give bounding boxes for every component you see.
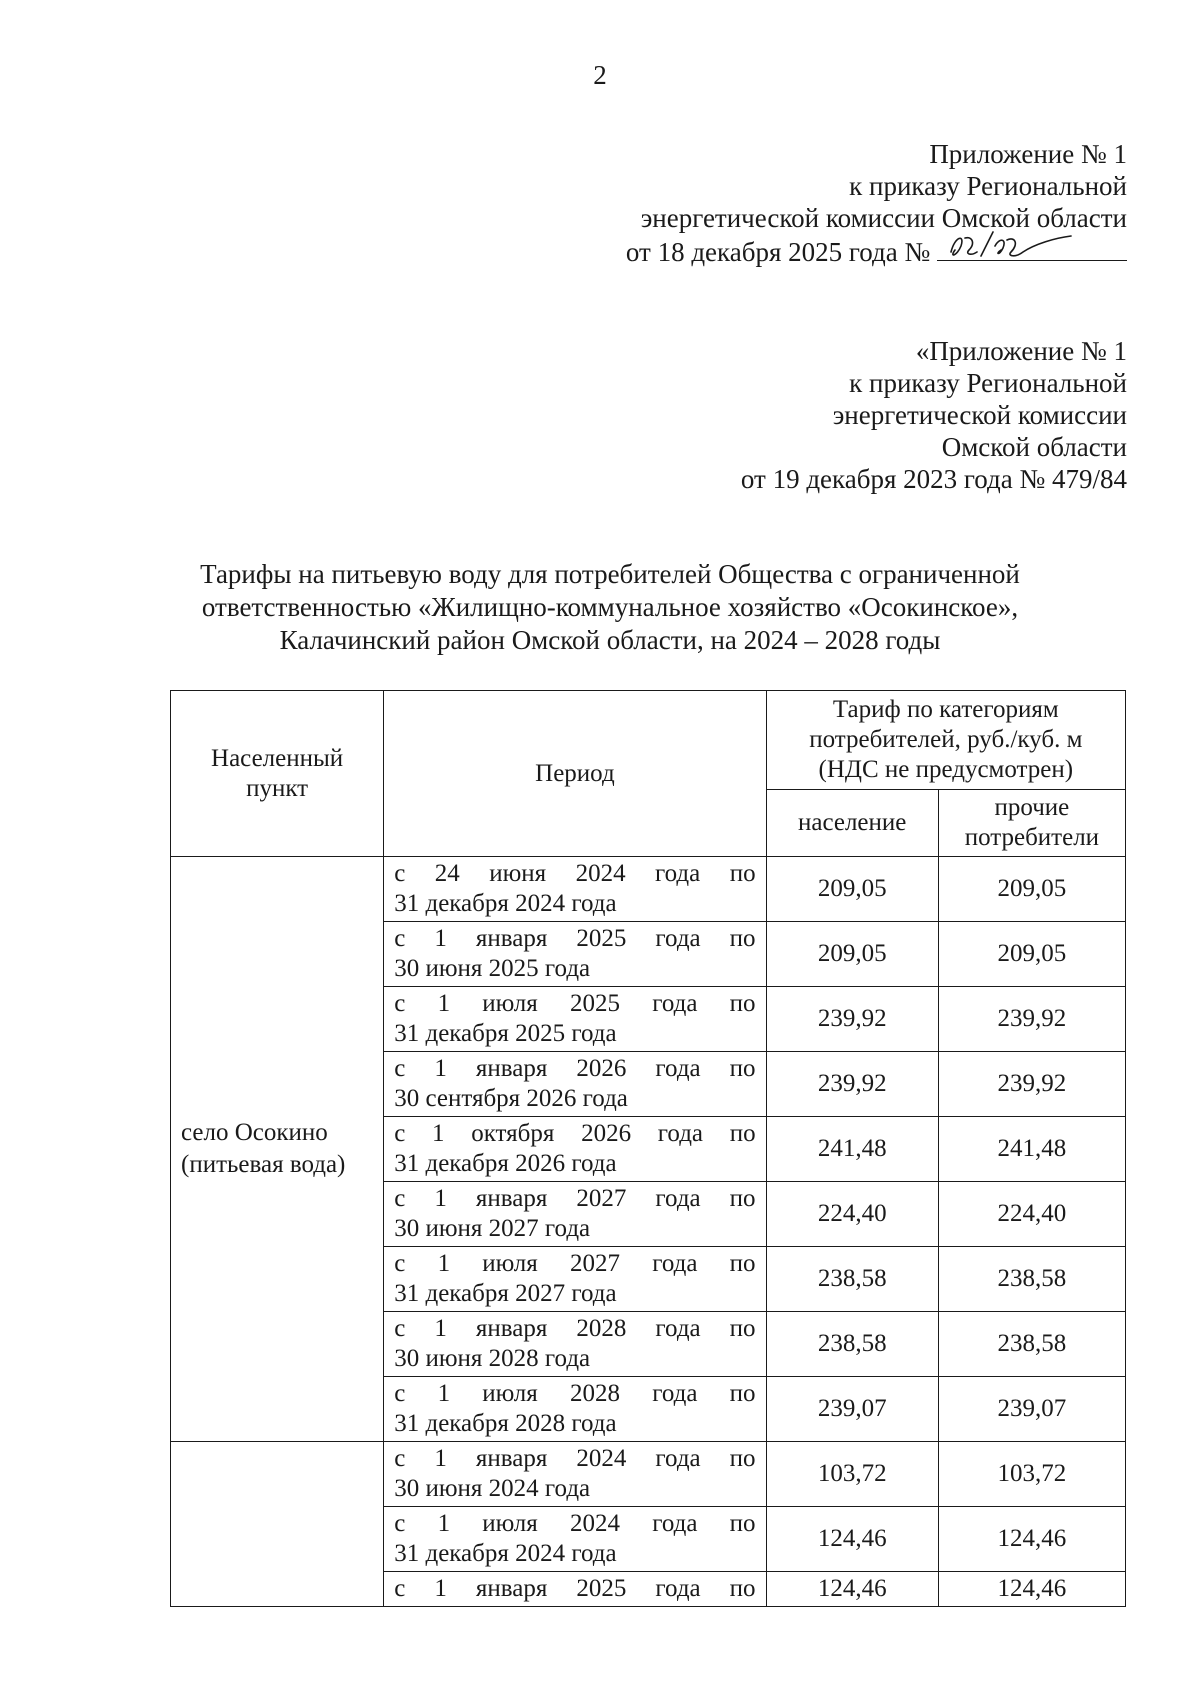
period-word: по bbox=[729, 860, 756, 887]
period-word: июля bbox=[482, 1380, 538, 1407]
header-tariff bbox=[766, 691, 1125, 790]
tariff-other-consumers: 124,46 bbox=[938, 1507, 1125, 1572]
period-word: января bbox=[475, 925, 548, 952]
attachment-order-line bbox=[626, 234, 1127, 268]
attachment-line: к приказу Региональной bbox=[849, 368, 1127, 398]
period-end: 31 декабря 2027 года bbox=[394, 1280, 617, 1307]
period-word: 2025 bbox=[569, 990, 620, 1017]
period-word: октября bbox=[471, 1120, 555, 1147]
tariff-other-consumers: 209,05 bbox=[938, 857, 1125, 922]
tariff-population: 239,92 bbox=[766, 987, 938, 1052]
period-word: года bbox=[655, 1185, 701, 1212]
period-word: с bbox=[394, 1120, 406, 1147]
period-word: 1 bbox=[432, 1120, 445, 1147]
tariff-population: 239,92 bbox=[766, 1052, 938, 1117]
period-word: 2025 bbox=[576, 1575, 627, 1602]
period-end: 30 июня 2025 года bbox=[394, 955, 591, 982]
period-start bbox=[394, 859, 755, 889]
period-word: 1 bbox=[437, 1380, 451, 1407]
tariff-other-consumers: 124,46 bbox=[938, 1572, 1125, 1607]
tariff-population: 238,58 bbox=[766, 1312, 938, 1377]
period-cell bbox=[384, 1572, 766, 1607]
header-text: потребители bbox=[964, 824, 1100, 851]
attachment-header-new bbox=[626, 138, 1127, 268]
period-cell bbox=[384, 922, 766, 987]
period-word: с bbox=[394, 1575, 406, 1602]
period-word: года bbox=[657, 1120, 704, 1147]
period-start bbox=[394, 924, 755, 954]
tariff-population: 239,07 bbox=[766, 1377, 938, 1442]
period-word: 1 bbox=[434, 1575, 447, 1602]
period-end: 30 июня 2024 года bbox=[394, 1475, 591, 1502]
period-start bbox=[394, 1119, 755, 1149]
tariff-other-consumers: 238,58 bbox=[938, 1312, 1125, 1377]
period-word: 1 bbox=[434, 1185, 447, 1212]
period-start bbox=[394, 989, 755, 1019]
table-row bbox=[171, 857, 1126, 922]
period-word: 2025 bbox=[576, 925, 627, 952]
period-end: 31 декабря 2024 года bbox=[394, 890, 617, 917]
period-start bbox=[394, 1379, 755, 1409]
period-word: с bbox=[394, 990, 406, 1017]
tariff-other-consumers: 209,05 bbox=[938, 922, 1125, 987]
tariff-population: 124,46 bbox=[766, 1507, 938, 1572]
attachment-line: энергетической комиссии Омской области bbox=[640, 203, 1127, 233]
table-row bbox=[171, 1442, 1126, 1507]
attachment-header-old bbox=[741, 335, 1127, 495]
period-word: 24 bbox=[434, 860, 460, 887]
tariff-population: 124,46 bbox=[766, 1572, 938, 1607]
tariff-other-consumers: 238,58 bbox=[938, 1247, 1125, 1312]
period-word: по bbox=[729, 990, 756, 1017]
period-word: 2028 bbox=[569, 1380, 620, 1407]
period-start bbox=[394, 1184, 755, 1214]
tariff-other-consumers: 103,72 bbox=[938, 1442, 1125, 1507]
period-word: по bbox=[729, 1315, 756, 1342]
tariff-population: 238,58 bbox=[766, 1247, 938, 1312]
period-word: января bbox=[475, 1055, 548, 1082]
period-word: июля bbox=[482, 1250, 538, 1277]
period-word: года bbox=[652, 990, 698, 1017]
settlement-name: село Осокино bbox=[181, 1119, 328, 1146]
period-word: июня bbox=[489, 860, 547, 887]
period-start bbox=[394, 1054, 755, 1084]
header-population: население bbox=[766, 790, 938, 857]
period-word: по bbox=[729, 1055, 756, 1082]
period-word: 1 bbox=[434, 1445, 447, 1472]
header-text: Населенный bbox=[211, 744, 344, 772]
period-cell bbox=[384, 1312, 766, 1377]
period-word: 1 bbox=[434, 1055, 447, 1082]
header-text: (НДС не предусмотрен) bbox=[818, 756, 1074, 783]
page-number: 2 bbox=[593, 60, 607, 90]
attachment-line: «Приложение № 1 bbox=[915, 336, 1127, 366]
period-cell bbox=[384, 987, 766, 1052]
period-word: года bbox=[655, 1055, 701, 1082]
tariff-other-consumers: 239,07 bbox=[938, 1377, 1125, 1442]
period-word: 1 bbox=[434, 925, 447, 952]
settlement-cell bbox=[171, 857, 384, 1442]
period-start bbox=[394, 1509, 755, 1539]
period-word: 1 bbox=[437, 990, 451, 1017]
attachment-line: от 18 декабря 2025 года № bbox=[625, 237, 931, 267]
period-word: января bbox=[475, 1185, 548, 1212]
attachment-line: от 19 декабря 2023 года № 479/84 bbox=[740, 464, 1127, 494]
settlement-cell bbox=[171, 1442, 384, 1607]
tariff-population: 209,05 bbox=[766, 922, 938, 987]
period-word: года bbox=[655, 1445, 701, 1472]
attachment-line: энергетической комиссии bbox=[832, 400, 1127, 430]
period-word: 1 bbox=[434, 1315, 447, 1342]
period-word: января bbox=[475, 1445, 548, 1472]
attachment-line: Омской области bbox=[941, 432, 1127, 462]
title-line: Калачинский район Омской области, на 2024 – 2028 годы bbox=[279, 625, 941, 655]
period-start bbox=[394, 1249, 755, 1279]
period-word: 2028 bbox=[576, 1315, 627, 1342]
title-line: ответственностью «Жилищно-коммунальное хозяйство «Осокинское», bbox=[201, 592, 1019, 622]
attachment-line: к приказу Региональной bbox=[849, 171, 1127, 201]
period-end: 31 декабря 2024 года bbox=[394, 1540, 617, 1567]
tariff-other-consumers: 239,92 bbox=[938, 1052, 1125, 1117]
period-word: по bbox=[729, 925, 756, 952]
tariff-other-consumers: 239,92 bbox=[938, 987, 1125, 1052]
period-word: года bbox=[655, 1315, 701, 1342]
period-start bbox=[394, 1444, 755, 1474]
period-word: 1 bbox=[437, 1510, 451, 1537]
tariff-population: 209,05 bbox=[766, 857, 938, 922]
period-word: с bbox=[394, 860, 406, 887]
period-end: 30 июня 2028 года bbox=[394, 1345, 591, 1372]
attachment-line: Приложение № 1 bbox=[929, 139, 1127, 169]
period-word: по bbox=[729, 1575, 756, 1602]
period-end: 30 сентября 2026 года bbox=[394, 1085, 628, 1112]
period-word: по bbox=[729, 1250, 756, 1277]
period-word: с bbox=[394, 925, 406, 952]
period-word: года bbox=[652, 1380, 698, 1407]
header-text: Тариф по категориям bbox=[832, 696, 1059, 723]
period-word: с bbox=[394, 1055, 406, 1082]
period-word: по bbox=[729, 1445, 756, 1472]
tariff-population: 103,72 bbox=[766, 1442, 938, 1507]
period-start bbox=[394, 1314, 755, 1344]
period-word: 2027 bbox=[576, 1185, 627, 1212]
period-end: 30 июня 2027 года bbox=[394, 1215, 591, 1242]
period-cell bbox=[384, 1507, 766, 1572]
handwritten-order-number bbox=[945, 228, 1075, 264]
period-cell bbox=[384, 1247, 766, 1312]
document-title bbox=[160, 558, 1060, 657]
period-word: 1 bbox=[437, 1250, 451, 1277]
period-word: января bbox=[475, 1575, 548, 1602]
period-end: 31 декабря 2025 года bbox=[394, 1020, 617, 1047]
period-word: года bbox=[652, 1250, 698, 1277]
period-word: 2027 bbox=[569, 1250, 620, 1277]
settlement-type: (питьевая вода) bbox=[181, 1151, 346, 1178]
period-word: с bbox=[394, 1185, 406, 1212]
period-word: по bbox=[729, 1380, 756, 1407]
period-word: по bbox=[729, 1510, 756, 1537]
period-word: с bbox=[394, 1445, 406, 1472]
tariff-table bbox=[170, 690, 1126, 1607]
tariff-other-consumers: 241,48 bbox=[938, 1117, 1125, 1182]
period-word: июля bbox=[482, 990, 538, 1017]
period-word: с bbox=[394, 1510, 406, 1537]
tariff-population: 224,40 bbox=[766, 1182, 938, 1247]
header-text: пункт bbox=[246, 774, 309, 802]
tariff-other-consumers: 224,40 bbox=[938, 1182, 1125, 1247]
header-settlement bbox=[171, 691, 384, 857]
header-period: Период bbox=[384, 691, 766, 857]
header-text: потребителей, руб./куб. м bbox=[809, 726, 1083, 753]
period-word: 2026 bbox=[581, 1120, 632, 1147]
period-word: с bbox=[394, 1380, 406, 1407]
period-cell bbox=[384, 1182, 766, 1247]
period-cell bbox=[384, 1442, 766, 1507]
tariff-table-body bbox=[171, 857, 1126, 1607]
period-cell bbox=[384, 857, 766, 922]
period-word: года bbox=[652, 1510, 698, 1537]
period-start bbox=[394, 1574, 755, 1604]
header-other-consumers bbox=[938, 790, 1125, 857]
order-number-blank bbox=[937, 234, 1127, 261]
period-cell bbox=[384, 1052, 766, 1117]
tariff-population: 241,48 bbox=[766, 1117, 938, 1182]
period-word: года bbox=[655, 1575, 701, 1602]
period-cell bbox=[384, 1117, 766, 1182]
period-word: года bbox=[655, 860, 701, 887]
period-word: с bbox=[394, 1250, 406, 1277]
period-word: 2026 bbox=[576, 1055, 627, 1082]
title-line: Тарифы на питьевую воду для потребителей Общества с ограниченной bbox=[200, 559, 1020, 589]
period-word: 2024 bbox=[575, 860, 626, 887]
period-word: 2024 bbox=[576, 1445, 627, 1472]
period-word: года bbox=[655, 925, 701, 952]
header-text: прочие bbox=[994, 794, 1070, 821]
period-word: с bbox=[394, 1315, 406, 1342]
period-end: 31 декабря 2026 года bbox=[394, 1150, 617, 1177]
period-word: по bbox=[729, 1185, 756, 1212]
period-word: июля bbox=[482, 1510, 538, 1537]
period-cell bbox=[384, 1377, 766, 1442]
period-end: 31 декабря 2028 года bbox=[394, 1410, 617, 1437]
period-word: 2024 bbox=[569, 1510, 620, 1537]
period-word: по bbox=[729, 1120, 756, 1147]
period-word: января bbox=[475, 1315, 548, 1342]
